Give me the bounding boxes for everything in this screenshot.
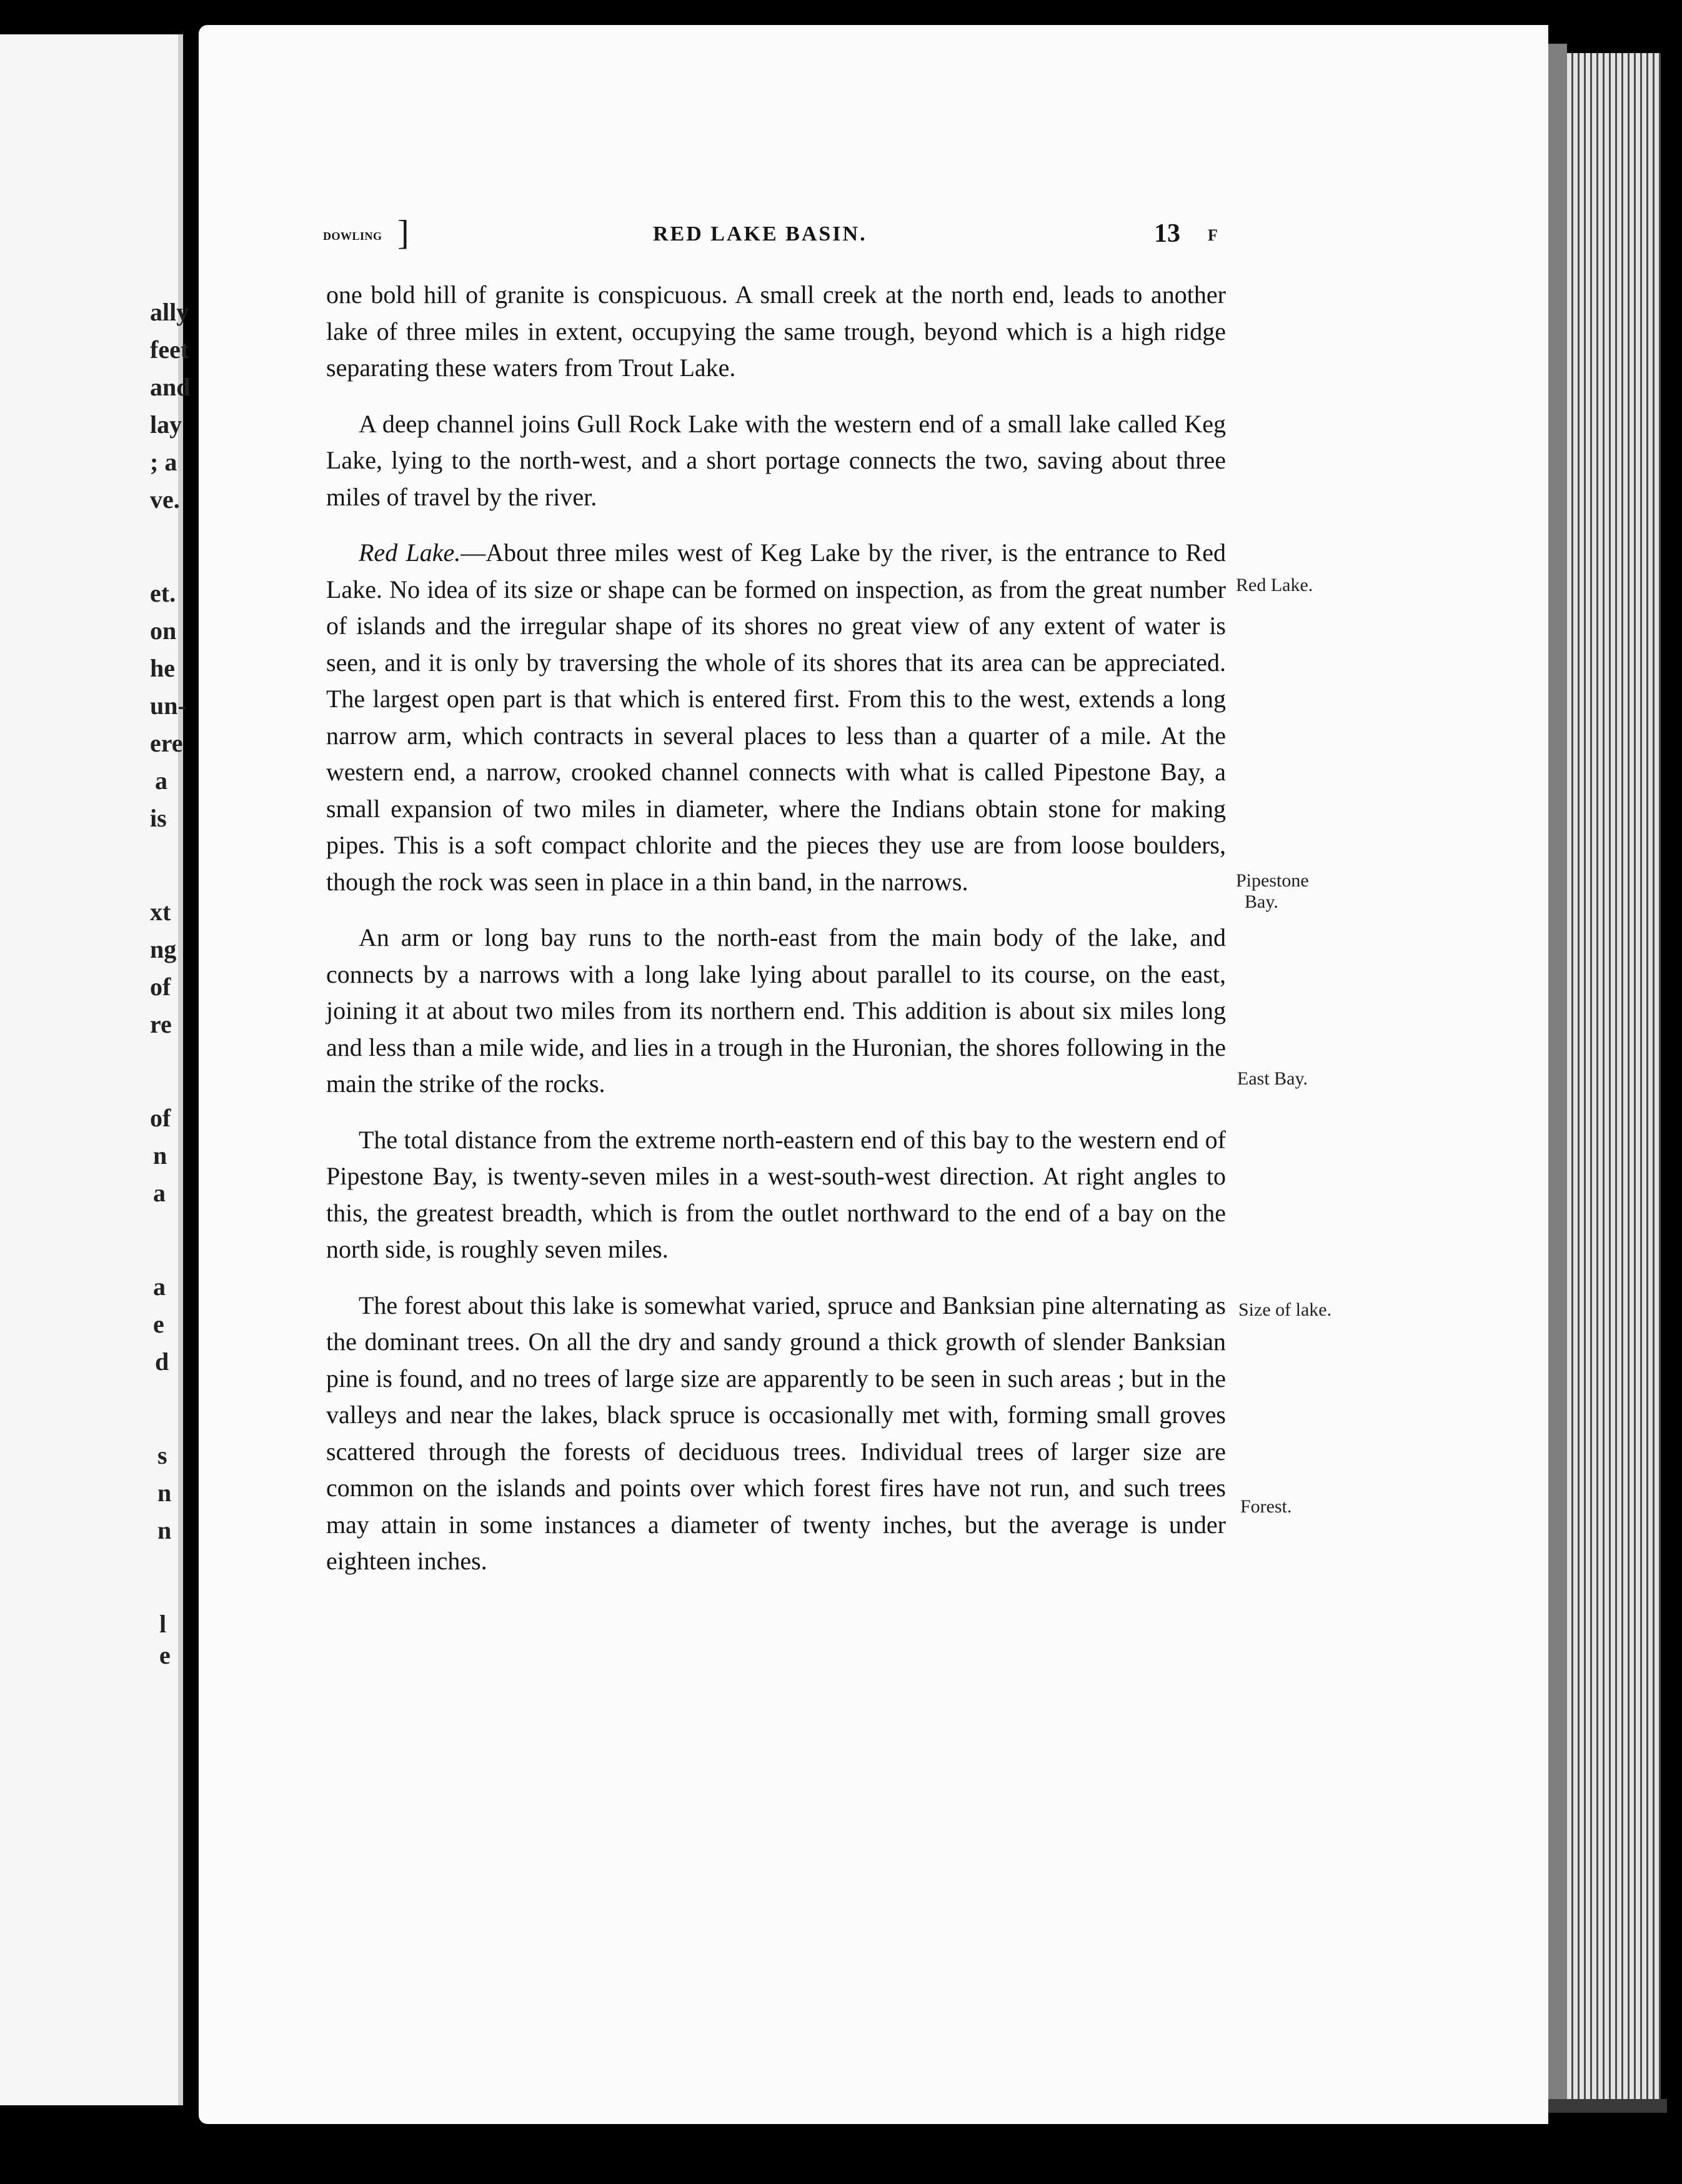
facing-page-fragment: of	[150, 973, 171, 1001]
report-part-letter: F	[1208, 226, 1218, 244]
running-head-title: RED LAKE BASIN.	[653, 222, 867, 246]
facing-page-fragment: xt	[150, 898, 171, 926]
margin-note-forest: Forest.	[1240, 1496, 1292, 1517]
facing-page-fragment: un-	[150, 692, 186, 720]
facing-page-fragment: n	[157, 1479, 172, 1507]
paragraph	[326, 277, 1226, 387]
margin-note-pipestone-bay: Bay.	[1245, 891, 1278, 912]
paragraph-text: one bold hill of granite is conspicuous. A small creek at the north end, leads to another lake of three miles in extent, occupying the same trough, beyond which is a high ridge separating these waters from Trout Lake.	[326, 280, 1226, 382]
paragraph-text: The total distance from the extreme north-eastern end of this bay to the western end of Pipestone Bay, is twenty-seven miles in a west-south-west direction. At right angles to this, the greatest breadth, which is from the outlet northward to the end of a bay on the north side, is roughly seven miles.	[326, 1125, 1226, 1263]
paragraph	[326, 406, 1226, 516]
margin-note-pipestone: Pipestone	[1236, 870, 1309, 891]
facing-page-fragment: s	[157, 1441, 167, 1469]
running-head-author: DOWLING	[323, 230, 382, 242]
running-head-bracket: ]	[397, 214, 409, 252]
facing-page-fragment: ve.	[150, 485, 180, 514]
margin-note-size-of-lake: Size of lake.	[1238, 1299, 1332, 1320]
facing-page-fragment: e	[159, 1641, 171, 1669]
facing-page-fragment: is	[150, 804, 167, 832]
facing-page-fragment: feet	[150, 335, 189, 364]
paragraph-text: An arm or long bay runs to the north-east from the main body of the lake, and connects by a narrows with a long lake lying about parallel to its course, on the east, joining it at about two miles from its northern end. This addition is about six miles long and less than a mile wide, and lies in a trough in the Huronian, the shores following in the main the strike of the rocks.	[326, 923, 1226, 1098]
facing-page-fragment: d	[155, 1348, 169, 1376]
facing-page-edge	[0, 34, 191, 2105]
facing-page-fragment: ng	[150, 935, 177, 963]
paragraph-text: The forest about this lake is somewhat varied, spruce and Banksian pine alternating as the dominant trees. On all the dry and sandy ground a thick growth of slender Banksian pine is found, and no trees of large size are apparently to be seen in such areas ; but in the valleys and near the lakes, black spruce is occasionally met with, forming small groves scattered through the forests of deciduous trees. Individual trees of larger size are common on the islands and points over which forest fires have not run, and such trees may attain in some instances a diameter of twenty inches, but the average is under eighteen inches.	[326, 1291, 1226, 1575]
paragraph-text: A deep channel joins Gull Rock Lake with the western end of a small lake called Keg Lake, lying to the north-west, and a short portage connects the two, saving about three miles of travel by the river.	[326, 409, 1226, 511]
page-stack-edge	[1567, 53, 1661, 2105]
facing-page-fragment: on	[150, 617, 177, 645]
facing-page-fragment: et.	[150, 579, 176, 607]
margin-note-red-lake: Red Lake.	[1236, 575, 1313, 595]
paragraph	[326, 920, 1226, 1103]
facing-page-fragment: and	[150, 373, 191, 401]
facing-page-fragment: he	[150, 654, 175, 682]
page-body	[326, 277, 1226, 1599]
facing-page-fragment: a	[153, 1273, 166, 1301]
facing-page-fragment: l	[159, 1610, 167, 1638]
facing-page-fragment: ere	[150, 729, 183, 757]
paragraph-text: —About three miles west of Keg Lake by the river, is the entrance to Red Lake. No idea of its size or shape can be formed on inspection, as from the great number of islands and the irregular shape of its shores no great view of any extent of water is seen, and it is only by traversing the whole of its shores that its area can be appreciated. The largest open part is that which is entered first. From this to the west, extends a long narrow arm, which contracts in several places to less than a quarter of a mile. At the western end, a narrow, crooked channel connects with what is called Pipestone Bay, a small expansion of two miles in diameter, where the Indians obtain stone for making pipes. This is a soft compact chlorite and the pieces they use are from loose boulders, though the rock was seen in place in a thin band, in the narrows.	[326, 539, 1226, 896]
page-edge-shadow	[1548, 44, 1567, 2099]
facing-page-fragment: n	[157, 1516, 172, 1544]
facing-page-fragment: a	[153, 1179, 166, 1207]
paragraph	[326, 1288, 1226, 1580]
facing-page-fragment: ally	[150, 298, 189, 326]
facing-page-fragment: a	[155, 767, 167, 795]
facing-page-fragment: lay	[150, 410, 182, 439]
paragraph	[326, 535, 1226, 900]
facing-page-fragment: n	[153, 1141, 167, 1169]
page-number: 13	[1154, 219, 1180, 248]
section-lead-in: Red Lake.	[359, 539, 461, 567]
margin-note-east-bay: East Bay.	[1237, 1068, 1308, 1089]
facing-page-fragment: e	[153, 1310, 164, 1338]
paragraph	[326, 1122, 1226, 1268]
facing-page-fragment: re	[150, 1010, 172, 1038]
page-stack-bottom	[1548, 2099, 1667, 2113]
facing-page-fragment: of	[150, 1104, 171, 1132]
facing-page-fragment: ; a	[150, 448, 177, 476]
